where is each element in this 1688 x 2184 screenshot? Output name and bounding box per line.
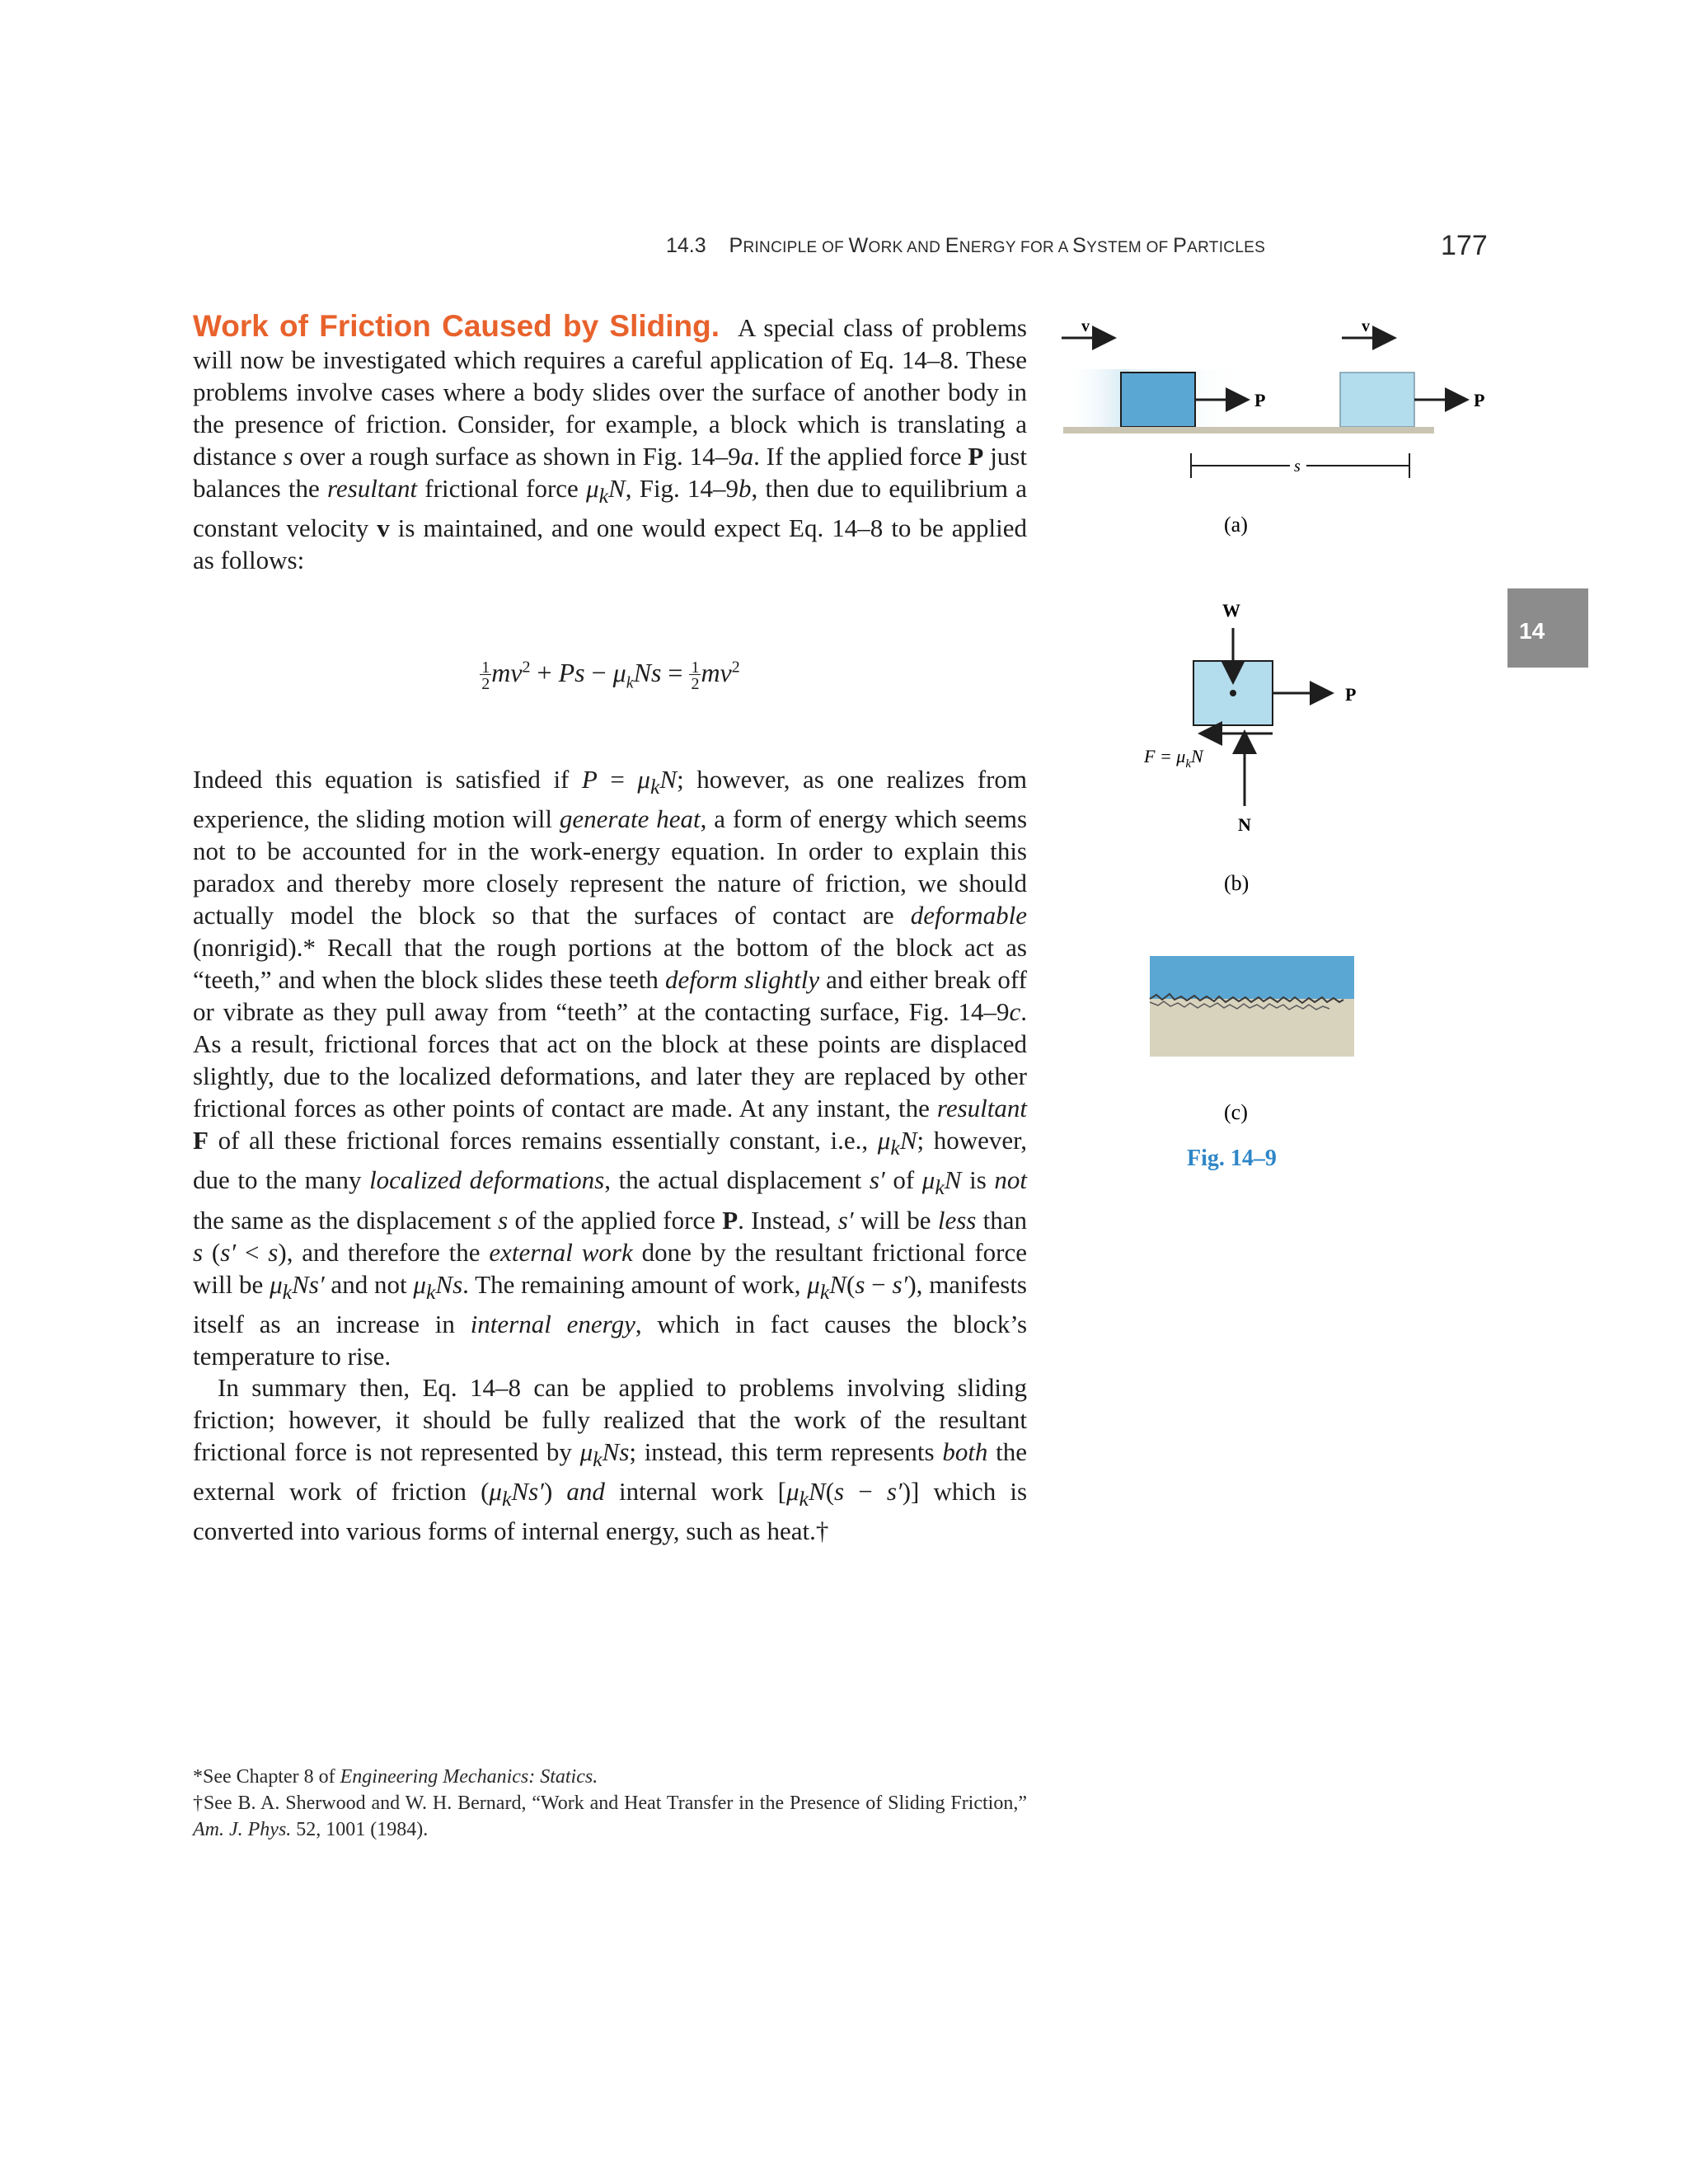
figure-b-label: (b) bbox=[1224, 871, 1250, 895]
block-start bbox=[1121, 373, 1195, 427]
velocity-label-right: v bbox=[1362, 317, 1370, 335]
weight-label: W bbox=[1222, 600, 1240, 621]
footnote-sherwood: †See B. A. Sherwood and W. H. Bernard, “Work and Heat Transfer in the Presence of Sliding Friction,” Am. J. Phys. 52, 1001 (1984). bbox=[193, 1793, 1027, 1840]
footnote-statics: *See Chapter 8 of Engineering Mechanics: Statics. bbox=[193, 1766, 598, 1788]
center-of-mass bbox=[1230, 690, 1236, 696]
section-title: PRINCIPLE OF WORK AND ENERGY FOR A SYSTEM OF PARTICLES bbox=[729, 234, 1266, 257]
page-number: 177 bbox=[1441, 230, 1488, 261]
ground-surface-closeup bbox=[1150, 999, 1354, 1057]
force-label-start: P bbox=[1254, 390, 1266, 410]
work-energy-equation: $\frac{1}{2}mv^2 + Ps - \mu_kNs = \frac{1}{2}mv^2$ bbox=[481, 658, 740, 693]
section-number: 14.3 bbox=[666, 234, 706, 257]
figure-caption: Fig. 14–9 bbox=[1187, 1146, 1277, 1171]
velocity-label-left: v bbox=[1081, 317, 1090, 335]
figure-c-label: (c) bbox=[1224, 1100, 1248, 1124]
figure-c bbox=[1150, 956, 1354, 1124]
paragraph-summary: In summary then, Eq. 14–8 can be applied to problems involving sliding friction; however, it should be fully realized that the work of the resultant frictional force is not represented by $\mu_kNs$; instead, this term represents both the external work of friction $(\mu_kNs')$ and internal work $[\mu_kN(s - s')]$ which is converted into various forms of internal energy, such as heat.† bbox=[193, 1373, 1028, 1546]
motion-blur bbox=[1063, 369, 1129, 427]
chapter-tab: 14 bbox=[1507, 588, 1588, 668]
distance-label: s bbox=[1294, 457, 1301, 476]
paragraph-intro: Work of Friction Caused by Sliding. A special class of problems will now be investigated which requires a careful application of Eq. 14–8. These problems involve cases where a body slides over the surface of another body in the presence of friction. Consider, for example, a block which is translating a distance s over a rough surface as shown in Fig. 14–9a. If the applied force P just balances the resultant frictional force $\mu_kN$, Fig. 14–9b, then due to equilibrium a constant velocity v is maintained, and one would expect Eq. 14–8 to be applied as follows: bbox=[193, 309, 1028, 575]
friction-force-label: $F = \mu_kN$ bbox=[1144, 746, 1203, 771]
figure-a-label: (a) bbox=[1224, 513, 1248, 537]
ground-surface bbox=[1063, 427, 1434, 434]
normal-force-label: N bbox=[1238, 814, 1251, 835]
figure-b bbox=[1143, 600, 1356, 895]
applied-force-label: P bbox=[1345, 684, 1357, 705]
friction-diagram bbox=[1047, 305, 1508, 1137]
figure-a bbox=[1062, 317, 1484, 537]
running-header bbox=[666, 234, 1342, 258]
section-heading: Work of Friction Caused by Sliding. bbox=[193, 309, 720, 343]
force-label-end: P bbox=[1474, 390, 1485, 410]
paragraph-explanation: Indeed this equation is satisfied if $P = \mu_kN$; however, as one realizes from experience, the sliding motion will generate heat, a form of energy which seems not to be accounted for in the work-energy equation. In order to explain this paradox and thereby more closely represent the nature of friction, we should actually model the block so that the surfaces of contact are deformable (nonrigid).* Recall that the rough portions at the bottom of the block act as “teeth,” and when the block slides these teeth deform slightly and either break off or vibrate as they pull away from “teeth” at the contacting surface, Fig. 14–9c. As a result, frictional forces that act on the block at these points are displaced slightly, due to the localized deformations, and later they are replaced by other frictional forces as other points of contact are made. At any instant, the resultant F of all these frictional forces remains essentially constant, i.e., $\mu_kN$; however, due to the many localized deformations, the actual displacement s′ of $\mu_kN$ is not the same as the displacement s of the applied force P. Instead, s′ will be less than s (s′ < s), and therefore the external work done by the resultant frictional force will be $\mu_kNs'$ and not $\mu_kNs$. The remaining amount of work, $\mu_kN(s - s')$, manifests itself as an increase in internal energy, which in fact causes the block’s temperature to rise. bbox=[193, 765, 1028, 1371]
block-end bbox=[1340, 373, 1414, 427]
figure-14-9 bbox=[1047, 305, 1508, 1187]
